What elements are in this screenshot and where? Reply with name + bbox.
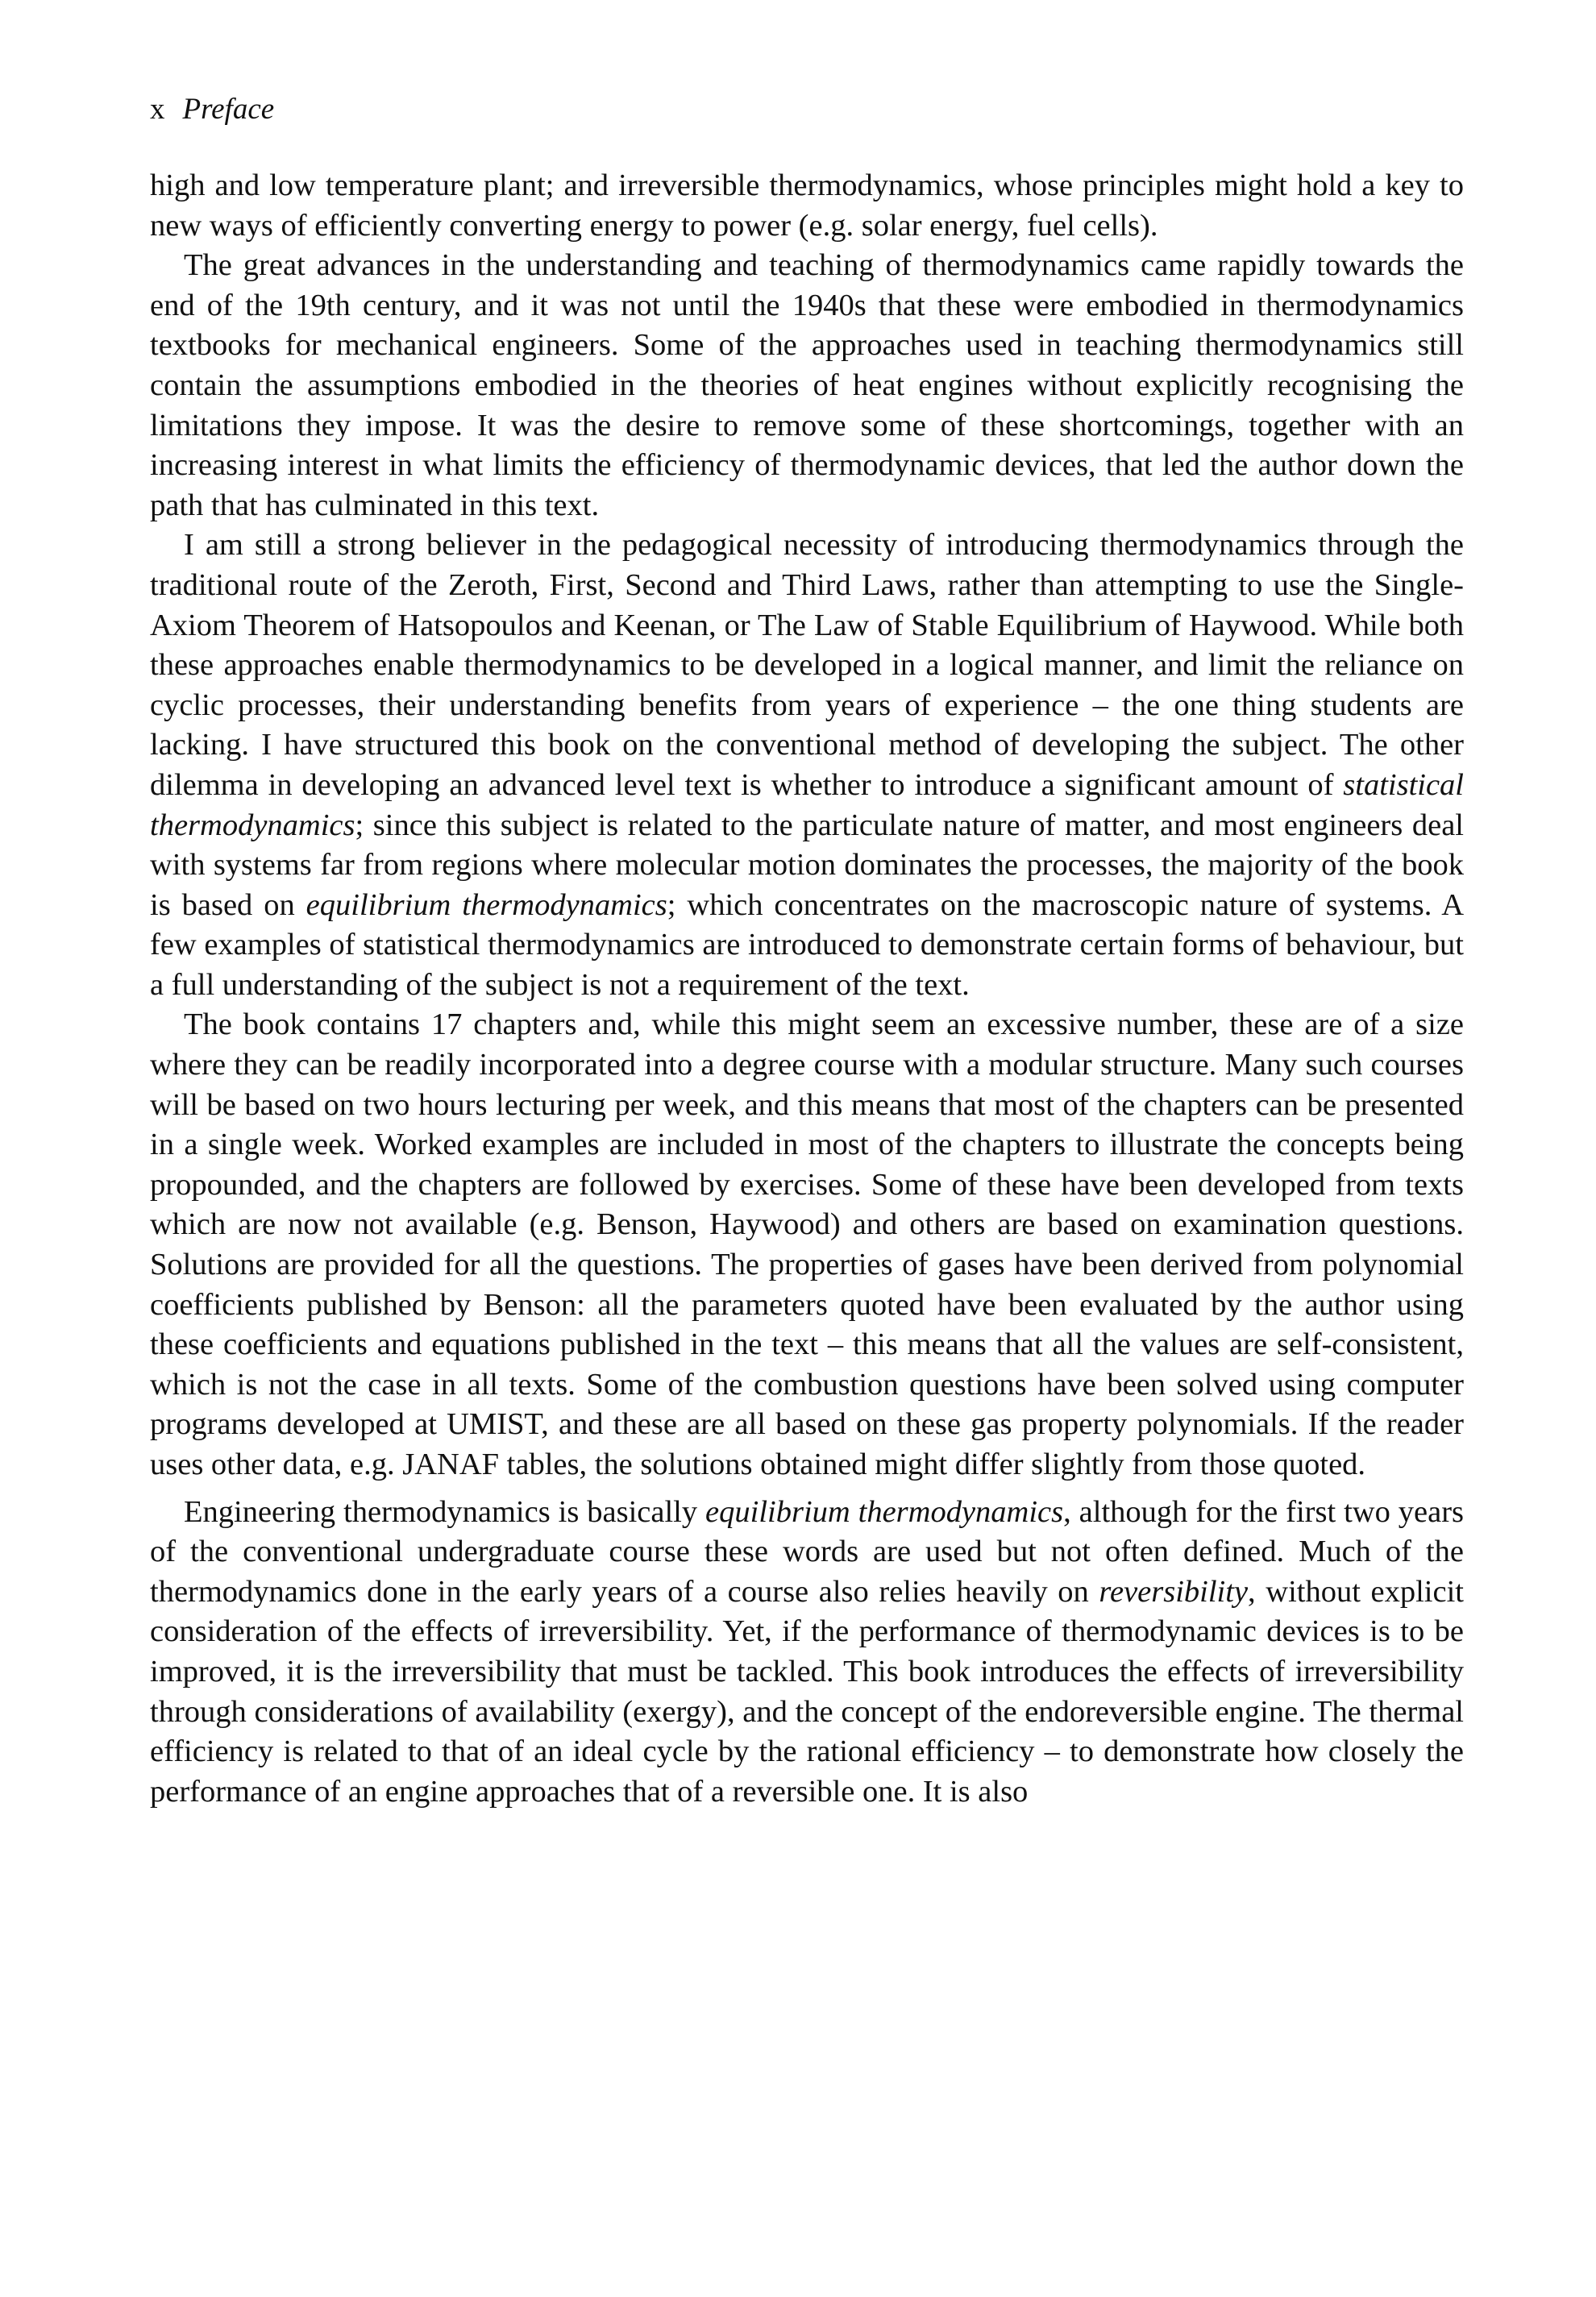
- paragraph-text: ; since this subject is related to the particulate nature of matter, and most engineers deal with systems far from regions where molecular motion dominates the processes, the majority of the book is based on: [150, 808, 1464, 922]
- body-text: [150, 166, 1464, 1812]
- paragraph: [150, 1005, 1464, 1485]
- book-page: [150, 90, 1464, 1812]
- italic-term: equilibrium thermodynamics: [705, 1494, 1064, 1529]
- paragraph: [150, 166, 1464, 246]
- paragraph-text: The book contains 17 chapters and, while this might seem an excessive number, these are of a size where they can be readily incorporated into a degree course with a modular structure. Many such courses will be based on two hours lecturing per week, and this means that most of the chapters can be presented in a single week. Worked examples are included in most of the chapters to illustrate the concepts being propounded, and the chapters are followed by exercises. Some of these have been developed from texts which are now not available (e.g. Benson, Haywood) and others are based on examination questions. Solutions are provided for all the questions. The properties of gases have been derived from polynomial coefficients published by Benson: all the parameters quoted have been evaluated by the author using these coefficients and equations published in the text – this means that all the values are self-consistent, which is not the case in all texts. Some of the combustion questions have been solved using computer programs developed at UMIST, and these are all based on these gas property polynomials. If the reader uses other data, e.g. JANAF tables, the solutions obtained might differ slightly from those quoted.: [150, 1007, 1464, 1481]
- italic-term: statistical thermodynamics: [150, 767, 1464, 842]
- paragraph-text: I am still a strong believer in the pedagogical necessity of introducing thermodynamics through the traditional route of the Zeroth, First, Second and Third Laws, rather than attempting to use the Single-Axiom Theorem of Hatsopoulos and Keenan, or The Law of Stable Equilibrium of Haywood. While both these approaches enable thermodynamics to be developed in a logical manner, and limit the reliance on cyclic processes, their understanding benefits from years of experience – the one thing students are lacking. I have structured this book on the conventional method of developing the subject. The other dilemma in developing an advanced level text is whether to introduce a significant amount of: [150, 528, 1464, 802]
- paragraph-text: , although for the first two years of the conventional undergraduate course these words are used but not often defined. Much of the thermodynamics done in the early years of a course also relies heavily on: [150, 1494, 1465, 1609]
- paragraph-text: high and low temperature plant; and irreversible thermodynamics, whose principles might hold a key to new ways of efficiently converting energy to power (e.g. solar energy, fuel cells).: [150, 168, 1464, 243]
- italic-term: equilibrium thermodynamics: [305, 887, 667, 922]
- paragraph: [150, 1493, 1464, 1813]
- paragraph: [150, 246, 1464, 525]
- running-title: Preface: [182, 93, 275, 126]
- paragraph: [150, 525, 1464, 1005]
- running-head: [150, 90, 1464, 129]
- paragraph-text: The great advances in the understanding and teaching of thermodynamics came rapidly towards the end of the 19th century, and it was not until the 1940s that these were embodied in thermodynamics textbooks for mechanical engineers. Some of the approaches used in teaching thermodynamics still contain the assumptions embodied in the theories of heat engines without explicitly recognising the limitations they impose. It was the desire to remove some of these shortcomings, together with an increasing interest in what limits the efficiency of thermodynamic devices, that led the author down the path that has culminated in this text.: [150, 248, 1464, 522]
- paragraph-text: , without explicit consideration of the effects of irreversibility. Yet, if the performance of thermodynamic devices is to be improved, it is the irreversibility that must be tackled. This book introduces the effects of irreversibility through considerations of availability (exergy), and the concept of the endoreversible engine. The thermal efficiency is related to that of an ideal cycle by the rational efficiency – to demonstrate how closely the performance of an engine approaches that of a reversible one. It is also: [150, 1574, 1464, 1809]
- paragraph-text: ; which concentrates on the macroscopic nature of systems. A few examples of statistical thermodynamics are introduced to demonstrate certain forms of behaviour, but a full understanding of the subject is not a requirement of the text.: [150, 887, 1464, 1002]
- paragraph-text: Engineering thermodynamics is basically: [184, 1494, 706, 1529]
- page-number: x: [150, 93, 165, 126]
- italic-term: reversibility: [1099, 1574, 1249, 1609]
